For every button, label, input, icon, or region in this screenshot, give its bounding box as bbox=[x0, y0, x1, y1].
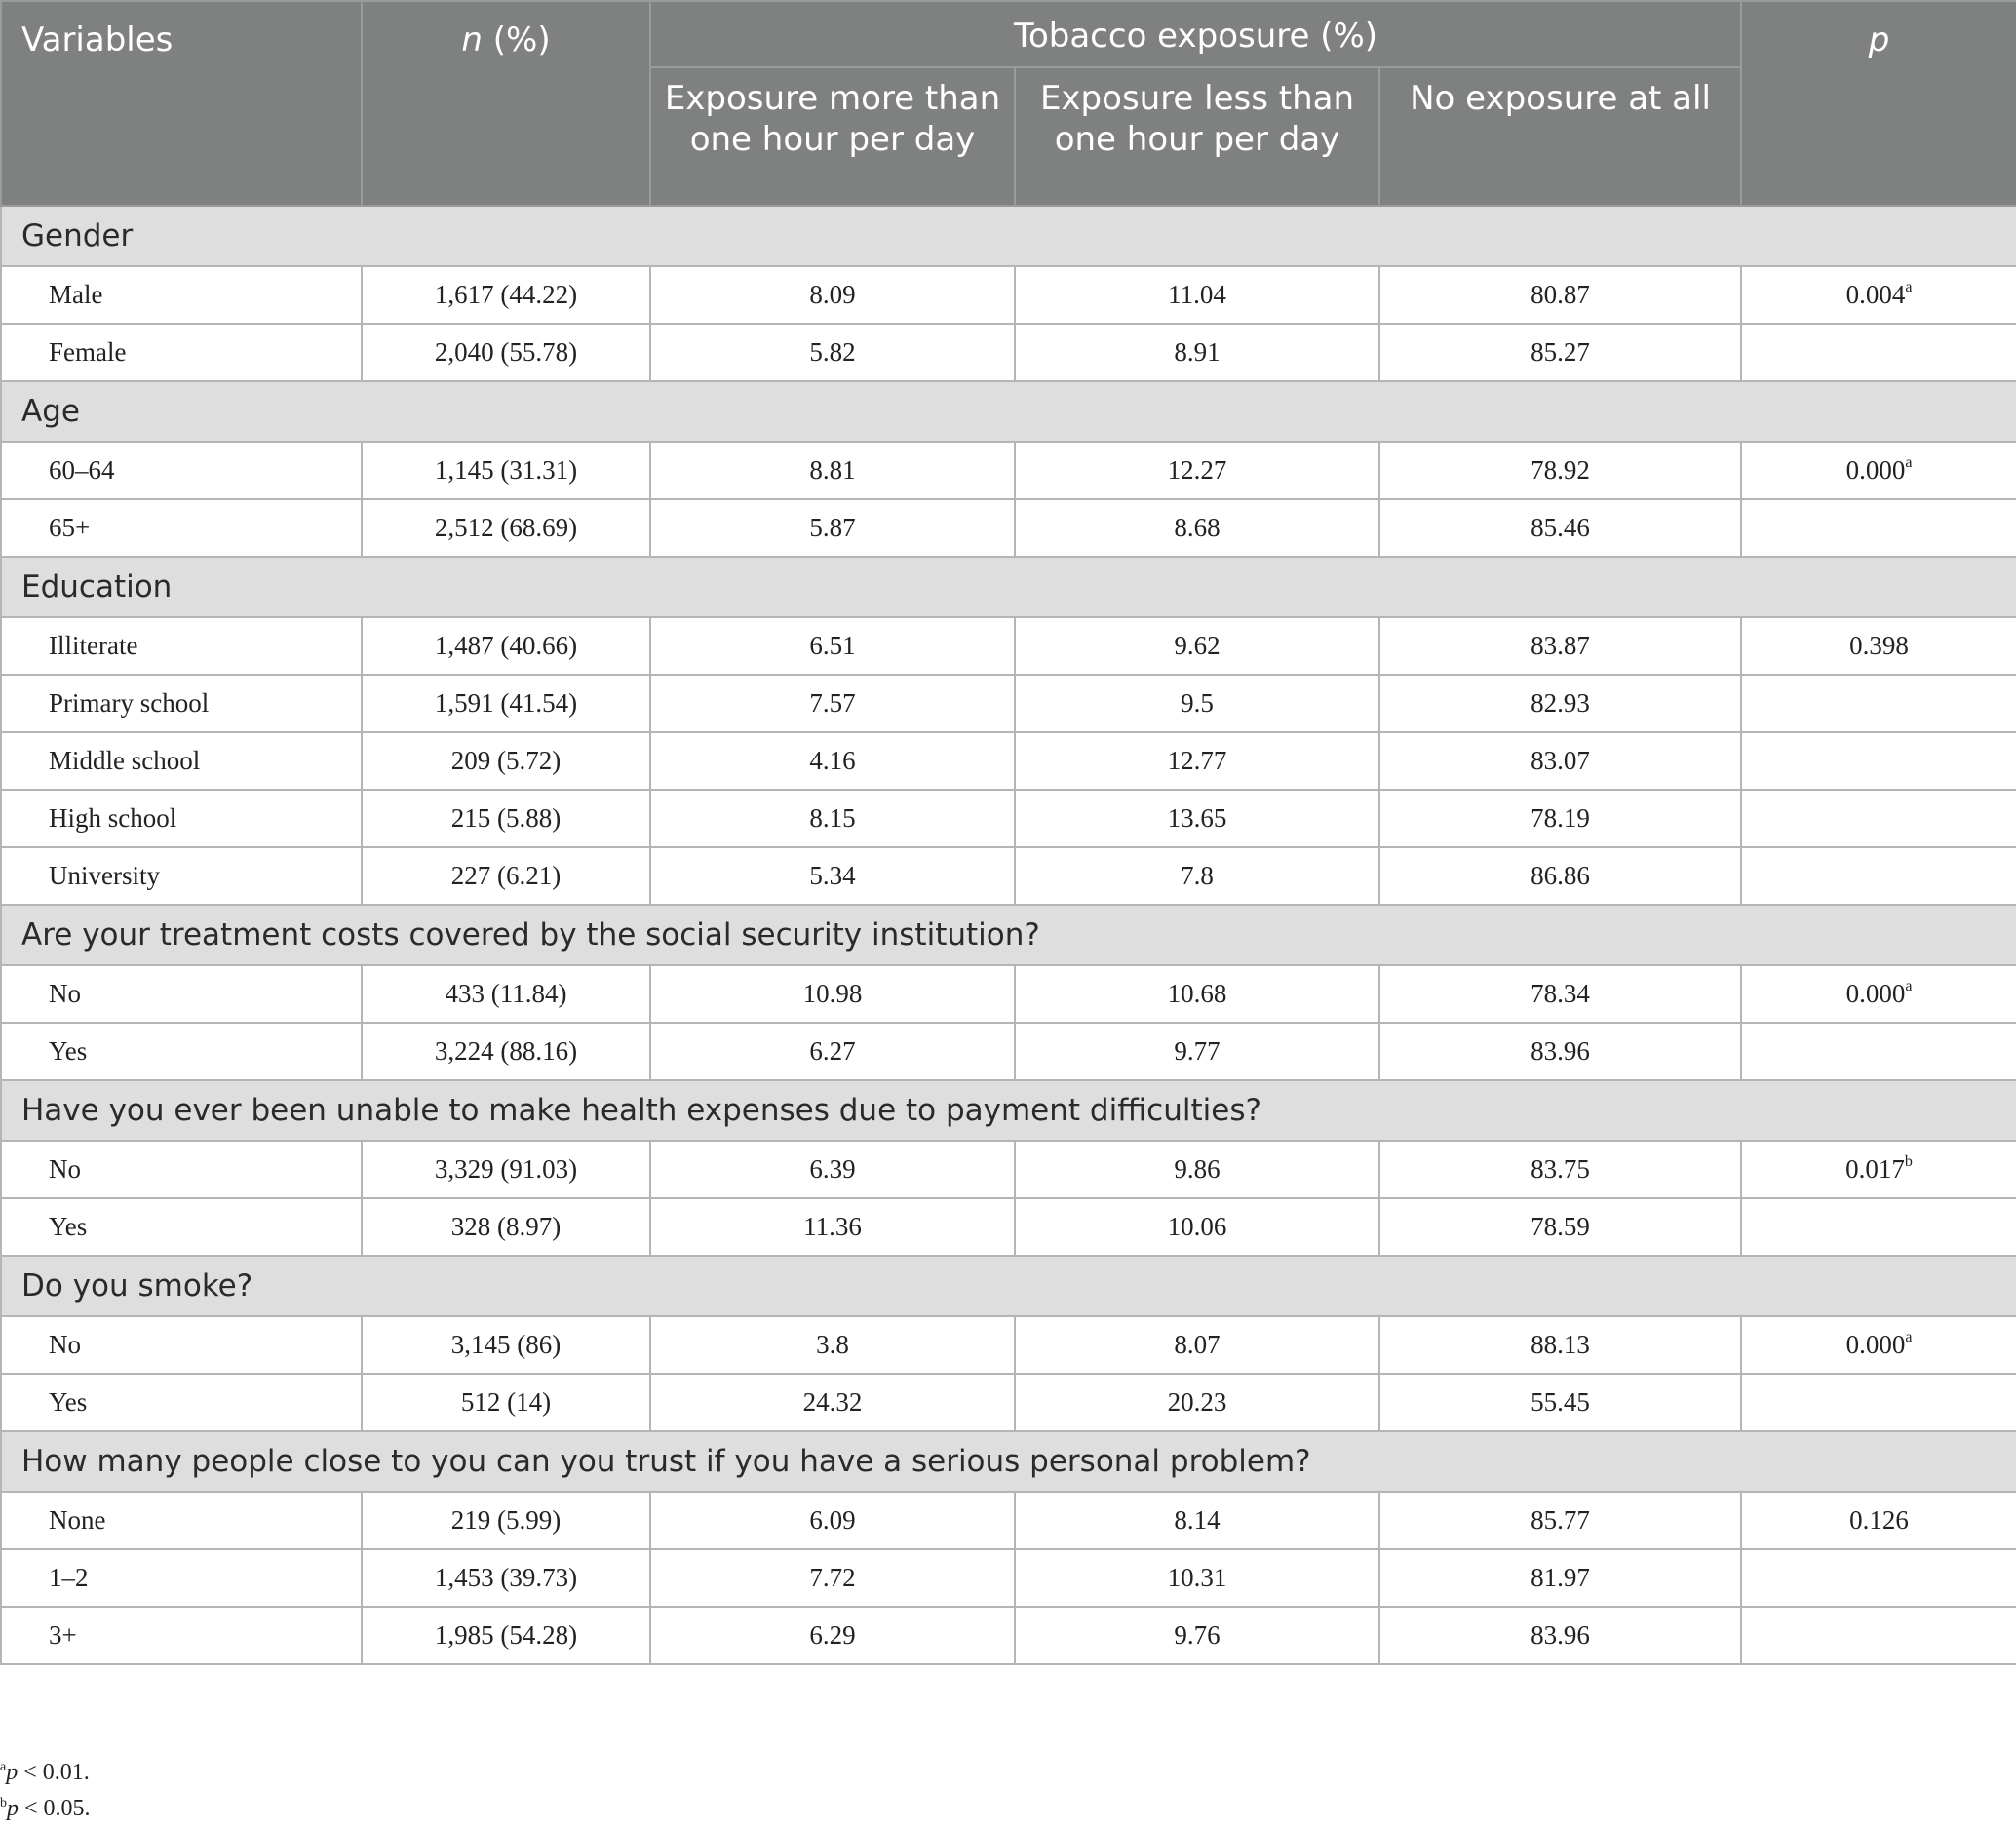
p-value-text: 0.004 bbox=[1845, 280, 1906, 309]
table-row bbox=[1, 1607, 2016, 1664]
cell-no-exposure: 83.75 bbox=[1379, 1141, 1741, 1198]
footnotes bbox=[0, 1755, 91, 1827]
footnote-p: p bbox=[7, 1796, 19, 1821]
cell-label: 60–64 bbox=[1, 442, 362, 499]
cell-label: None bbox=[1, 1492, 362, 1549]
header-variables: Variables bbox=[1, 1, 362, 206]
cell-exposure-more: 8.15 bbox=[650, 790, 1015, 847]
table-row bbox=[1, 1023, 2016, 1080]
table-row bbox=[1, 499, 2016, 557]
header-exposure-less: Exposure less than one hour per day bbox=[1015, 67, 1379, 206]
cell-n-percent: 328 (8.97) bbox=[362, 1198, 650, 1256]
header-exposure-more: Exposure more than one hour per day bbox=[650, 67, 1015, 206]
footnote-mark: b bbox=[0, 1796, 7, 1810]
cell-exposure-less: 12.27 bbox=[1015, 442, 1379, 499]
cell-exposure-more: 4.16 bbox=[650, 732, 1015, 790]
cell-n-percent: 1,591 (41.54) bbox=[362, 675, 650, 732]
section-row bbox=[1, 905, 2016, 965]
cell-no-exposure: 83.96 bbox=[1379, 1607, 1741, 1664]
cell-label: Illiterate bbox=[1, 617, 362, 675]
cell-exposure-less: 13.65 bbox=[1015, 790, 1379, 847]
footnote-p: p bbox=[6, 1760, 19, 1785]
section-row bbox=[1, 557, 2016, 617]
cell-p-value bbox=[1741, 965, 2016, 1023]
cell-exposure-less: 9.76 bbox=[1015, 1607, 1379, 1664]
table-row bbox=[1, 790, 2016, 847]
cell-no-exposure: 78.59 bbox=[1379, 1198, 1741, 1256]
cell-exposure-less: 9.86 bbox=[1015, 1141, 1379, 1198]
cell-n-percent: 3,145 (86) bbox=[362, 1316, 650, 1374]
cell-p-value bbox=[1741, 617, 2016, 675]
cell-no-exposure: 88.13 bbox=[1379, 1316, 1741, 1374]
section-title: Have you ever been unable to make health expenses due to payment difficulties? bbox=[1, 1080, 2016, 1141]
cell-exposure-less: 10.68 bbox=[1015, 965, 1379, 1023]
cell-p-value bbox=[1741, 324, 2016, 381]
cell-label: University bbox=[1, 847, 362, 905]
cell-exposure-less: 9.77 bbox=[1015, 1023, 1379, 1080]
cell-n-percent: 3,224 (88.16) bbox=[362, 1023, 650, 1080]
cell-no-exposure: 83.96 bbox=[1379, 1023, 1741, 1080]
table-row bbox=[1, 1492, 2016, 1549]
cell-exposure-more: 3.8 bbox=[650, 1316, 1015, 1374]
p-value-text: 0.000 bbox=[1845, 979, 1906, 1008]
cell-n-percent: 219 (5.99) bbox=[362, 1492, 650, 1549]
table-row bbox=[1, 1198, 2016, 1256]
footnote bbox=[0, 1755, 91, 1791]
cell-label: No bbox=[1, 1316, 362, 1374]
p-value-text: 0.000 bbox=[1845, 1330, 1906, 1359]
cell-exposure-more: 6.29 bbox=[650, 1607, 1015, 1664]
section-title: How many people close to you can you trust if you have a serious personal problem? bbox=[1, 1431, 2016, 1492]
table-row bbox=[1, 965, 2016, 1023]
cell-p-value bbox=[1741, 1549, 2016, 1607]
cell-exposure-less: 11.04 bbox=[1015, 266, 1379, 324]
header-p-italic: p bbox=[1868, 20, 1890, 59]
header-no-exposure: No exposure at all bbox=[1379, 67, 1741, 206]
cell-exposure-more: 10.98 bbox=[650, 965, 1015, 1023]
cell-exposure-less: 10.06 bbox=[1015, 1198, 1379, 1256]
cell-no-exposure: 85.77 bbox=[1379, 1492, 1741, 1549]
cell-p-value bbox=[1741, 1198, 2016, 1256]
header-tobacco-exposure: Tobacco exposure (%) bbox=[650, 1, 1741, 67]
cell-n-percent: 2,040 (55.78) bbox=[362, 324, 650, 381]
cell-exposure-less: 10.31 bbox=[1015, 1549, 1379, 1607]
cell-p-value bbox=[1741, 499, 2016, 557]
cell-label: Yes bbox=[1, 1023, 362, 1080]
cell-exposure-less: 8.68 bbox=[1015, 499, 1379, 557]
table-row bbox=[1, 1316, 2016, 1374]
cell-exposure-more: 7.57 bbox=[650, 675, 1015, 732]
cell-no-exposure: 85.27 bbox=[1379, 324, 1741, 381]
cell-p-value bbox=[1741, 442, 2016, 499]
cell-no-exposure: 86.86 bbox=[1379, 847, 1741, 905]
cell-exposure-more: 24.32 bbox=[650, 1374, 1015, 1431]
cell-n-percent: 512 (14) bbox=[362, 1374, 650, 1431]
cell-exposure-less: 9.62 bbox=[1015, 617, 1379, 675]
table-row bbox=[1, 675, 2016, 732]
header-n-italic: n bbox=[461, 20, 483, 59]
p-value-text: 0.126 bbox=[1849, 1505, 1909, 1535]
table-row bbox=[1, 266, 2016, 324]
cell-label: High school bbox=[1, 790, 362, 847]
cell-label: 1–2 bbox=[1, 1549, 362, 1607]
section-title: Are your treatment costs covered by the social security institution? bbox=[1, 905, 2016, 965]
section-row bbox=[1, 381, 2016, 442]
cell-label: Middle school bbox=[1, 732, 362, 790]
header-n-rest: (%) bbox=[482, 20, 551, 59]
footnote-text: < 0.05. bbox=[19, 1796, 91, 1821]
cell-n-percent: 2,512 (68.69) bbox=[362, 499, 650, 557]
cell-exposure-less: 20.23 bbox=[1015, 1374, 1379, 1431]
cell-label: 65+ bbox=[1, 499, 362, 557]
section-title: Age bbox=[1, 381, 2016, 442]
cell-no-exposure: 78.34 bbox=[1379, 965, 1741, 1023]
cell-n-percent: 433 (11.84) bbox=[362, 965, 650, 1023]
cell-exposure-more: 5.87 bbox=[650, 499, 1015, 557]
cell-exposure-more: 5.34 bbox=[650, 847, 1015, 905]
cell-exposure-more: 8.09 bbox=[650, 266, 1015, 324]
section-title: Gender bbox=[1, 206, 2016, 266]
cell-n-percent: 209 (5.72) bbox=[362, 732, 650, 790]
cell-n-percent: 1,453 (39.73) bbox=[362, 1549, 650, 1607]
cell-p-value bbox=[1741, 266, 2016, 324]
table-row bbox=[1, 1141, 2016, 1198]
section-row bbox=[1, 1256, 2016, 1316]
cell-no-exposure: 78.19 bbox=[1379, 790, 1741, 847]
cell-label: Primary school bbox=[1, 675, 362, 732]
header-n-percent bbox=[362, 1, 650, 206]
cell-n-percent: 1,617 (44.22) bbox=[362, 266, 650, 324]
section-title: Do you smoke? bbox=[1, 1256, 2016, 1316]
cell-label: 3+ bbox=[1, 1607, 362, 1664]
cell-no-exposure: 85.46 bbox=[1379, 499, 1741, 557]
cell-no-exposure: 78.92 bbox=[1379, 442, 1741, 499]
cell-label: Yes bbox=[1, 1374, 362, 1431]
table-row bbox=[1, 324, 2016, 381]
section-row bbox=[1, 1431, 2016, 1492]
significance-marker: a bbox=[1905, 978, 1913, 994]
cell-no-exposure: 81.97 bbox=[1379, 1549, 1741, 1607]
cell-n-percent: 3,329 (91.03) bbox=[362, 1141, 650, 1198]
table-row bbox=[1, 732, 2016, 790]
cell-label: Yes bbox=[1, 1198, 362, 1256]
cell-no-exposure: 80.87 bbox=[1379, 266, 1741, 324]
footnote bbox=[0, 1791, 91, 1827]
cell-no-exposure: 82.93 bbox=[1379, 675, 1741, 732]
p-value-text: 0.398 bbox=[1849, 631, 1909, 660]
table-body bbox=[1, 206, 2016, 1664]
table-row bbox=[1, 1374, 2016, 1431]
header-p bbox=[1741, 1, 2016, 206]
cell-exposure-more: 5.82 bbox=[650, 324, 1015, 381]
section-title: Education bbox=[1, 557, 2016, 617]
cell-exposure-more: 6.09 bbox=[650, 1492, 1015, 1549]
cell-label: Female bbox=[1, 324, 362, 381]
cell-n-percent: 227 (6.21) bbox=[362, 847, 650, 905]
cell-exposure-more: 7.72 bbox=[650, 1549, 1015, 1607]
cell-p-value bbox=[1741, 1607, 2016, 1664]
cell-p-value bbox=[1741, 675, 2016, 732]
significance-marker: b bbox=[1904, 1153, 1913, 1170]
cell-p-value bbox=[1741, 1492, 2016, 1549]
section-row bbox=[1, 206, 2016, 266]
table-row bbox=[1, 617, 2016, 675]
cell-p-value bbox=[1741, 1141, 2016, 1198]
cell-p-value bbox=[1741, 1374, 2016, 1431]
cell-exposure-less: 8.91 bbox=[1015, 324, 1379, 381]
cell-label: No bbox=[1, 1141, 362, 1198]
significance-marker: a bbox=[1905, 454, 1913, 471]
cell-label: No bbox=[1, 965, 362, 1023]
cell-n-percent: 1,487 (40.66) bbox=[362, 617, 650, 675]
cell-no-exposure: 55.45 bbox=[1379, 1374, 1741, 1431]
significance-marker: a bbox=[1905, 1329, 1913, 1345]
cell-p-value bbox=[1741, 1316, 2016, 1374]
cell-exposure-more: 6.27 bbox=[650, 1023, 1015, 1080]
cell-exposure-more: 6.39 bbox=[650, 1141, 1015, 1198]
cell-exposure-more: 6.51 bbox=[650, 617, 1015, 675]
cell-p-value bbox=[1741, 847, 2016, 905]
cell-no-exposure: 83.07 bbox=[1379, 732, 1741, 790]
cell-exposure-less: 12.77 bbox=[1015, 732, 1379, 790]
p-value-text: 0.000 bbox=[1845, 455, 1906, 485]
cell-label: Male bbox=[1, 266, 362, 324]
cell-p-value bbox=[1741, 732, 2016, 790]
table-row bbox=[1, 442, 2016, 499]
p-value-text: 0.017 bbox=[1845, 1154, 1905, 1184]
cell-exposure-less: 8.07 bbox=[1015, 1316, 1379, 1374]
table-row bbox=[1, 847, 2016, 905]
cell-exposure-less: 8.14 bbox=[1015, 1492, 1379, 1549]
cell-n-percent: 1,145 (31.31) bbox=[362, 442, 650, 499]
significance-marker: a bbox=[1905, 279, 1913, 295]
cell-n-percent: 1,985 (54.28) bbox=[362, 1607, 650, 1664]
cell-exposure-more: 11.36 bbox=[650, 1198, 1015, 1256]
table-row bbox=[1, 1549, 2016, 1607]
footnote-text: < 0.01. bbox=[18, 1760, 90, 1785]
table-header bbox=[1, 1, 2016, 206]
cell-p-value bbox=[1741, 1023, 2016, 1080]
cell-p-value bbox=[1741, 790, 2016, 847]
cell-exposure-more: 8.81 bbox=[650, 442, 1015, 499]
footnote-mark: a bbox=[0, 1760, 7, 1774]
section-row bbox=[1, 1080, 2016, 1141]
cell-no-exposure: 83.87 bbox=[1379, 617, 1741, 675]
cell-exposure-less: 9.5 bbox=[1015, 675, 1379, 732]
cell-n-percent: 215 (5.88) bbox=[362, 790, 650, 847]
cell-exposure-less: 7.8 bbox=[1015, 847, 1379, 905]
